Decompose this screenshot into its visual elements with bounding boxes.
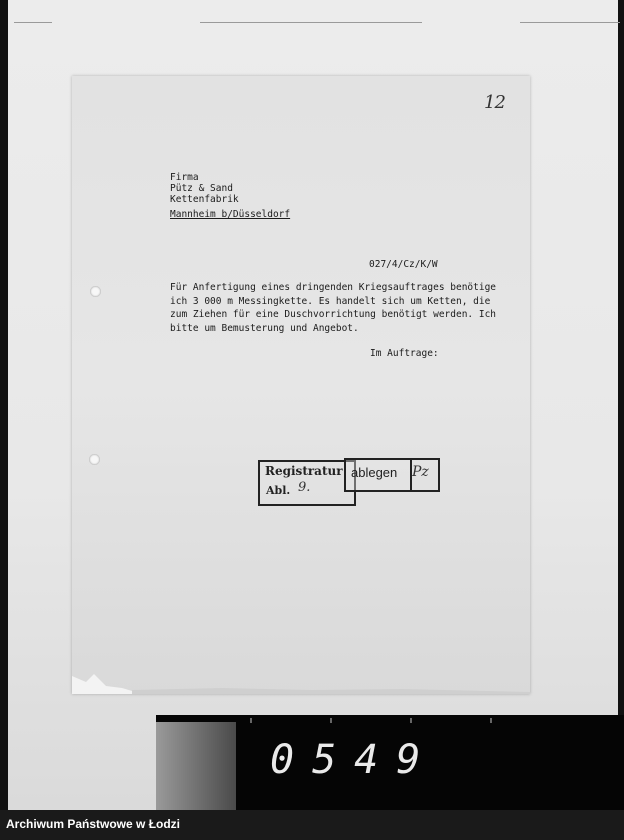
initial-stamp-box bbox=[408, 458, 440, 492]
top-rule-left bbox=[14, 22, 52, 23]
film-tick bbox=[410, 718, 412, 723]
abl-handwritten-mark: 9. bbox=[298, 480, 311, 495]
film-frame-number: 0549 bbox=[270, 737, 439, 783]
body-line-3: zum Ziehen für eine Duschvorrichtung benötigt werden. Ich bbox=[170, 309, 497, 320]
film-strip-gradient bbox=[156, 722, 236, 810]
recipient-address bbox=[170, 172, 239, 205]
torn-paper-edge bbox=[72, 668, 530, 694]
top-rule-right bbox=[520, 22, 620, 23]
archive-footer-bar bbox=[0, 810, 624, 840]
body-line-2: ich 3 000 m Messingkette. Es handelt sich um Ketten, die bbox=[170, 295, 491, 307]
punch-hole-lower bbox=[89, 454, 100, 465]
film-edge-left bbox=[0, 0, 8, 810]
ablegen-label: ablegen bbox=[351, 465, 398, 480]
archive-label: Archiwum Państwowe w Łodzi bbox=[6, 817, 181, 831]
letter-body bbox=[170, 281, 510, 335]
body-line-1: Für Anfertigung eines dringenden Kriegsauftrages benötige bbox=[170, 282, 497, 293]
signature-line: Im Auftrage: bbox=[370, 348, 439, 359]
registratur-stamp bbox=[258, 460, 356, 506]
film-edge-right bbox=[618, 0, 624, 810]
handwritten-initial: Pz bbox=[412, 464, 429, 480]
top-rule-center bbox=[200, 22, 422, 23]
registratur-label: Registratur bbox=[265, 464, 343, 478]
abl-label: Abl. bbox=[266, 484, 291, 497]
body-line-4: bitte um Bemusterung und Angebot. bbox=[170, 322, 359, 334]
film-tick bbox=[490, 718, 492, 723]
punch-hole-upper bbox=[90, 286, 101, 297]
recipient-line-3: Kettenfabrik bbox=[170, 194, 239, 205]
film-tick bbox=[250, 718, 252, 723]
reference-number: 027/4/Cz/K/W bbox=[369, 259, 438, 270]
letter-page bbox=[72, 76, 530, 694]
recipient-line-2: Pütz & Sand bbox=[170, 183, 233, 194]
page-number: 12 bbox=[484, 92, 505, 113]
ablegen-stamp bbox=[344, 458, 412, 492]
film-tick bbox=[330, 718, 332, 723]
recipient-city: Mannheim b/Düsseldorf bbox=[170, 209, 291, 220]
recipient-line-1: Firma bbox=[170, 172, 199, 183]
